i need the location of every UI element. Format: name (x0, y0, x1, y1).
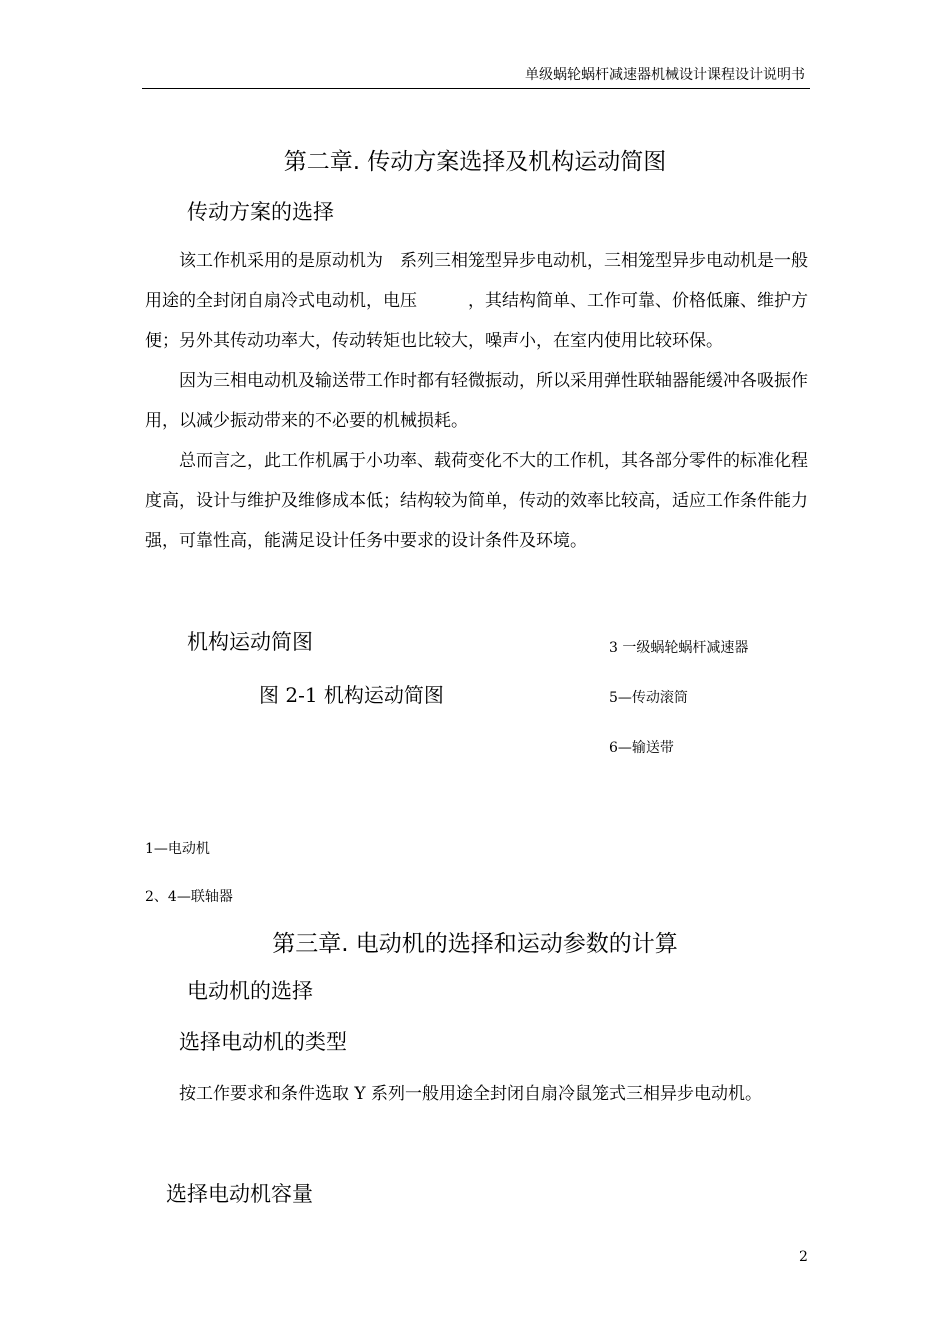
paragraph-motor-description: 该工作机采用的是原动机为 系列三相笼型异步电动机，三相笼型异步电动机是一般用途的全封闭自扇冷式电动机，电压 ，其结构简单、工作可靠、价格低廉、维护方便；另外其传动功率大，传动转矩也比较大，噪声小，在室内使用比较环保。 (145, 251, 808, 351)
paragraph-summary: 总而言之，此工作机属于小功率、载荷变化不大的工作机，其各部分零件的标准化程度高，设计与维护及维修成本低；结构较为简单，传动的效率比较高，适应工作条件能力强，可靠性高，能满足设计任务中要求的设计条件及环境。 (145, 451, 808, 551)
running-header: 单级蜗轮蜗杆减速器机械设计课程设计说明书 (525, 67, 805, 83)
paragraph-coupling-reason: 因为三相电动机及输送带工作时都有轻微振动，所以采用弹性联轴器能缓冲各吸振作用，以减少振动带来的不必要的机械损耗。 (145, 371, 808, 431)
figure-label-drum: 5—传动滚筒 (609, 690, 688, 706)
figure-label-couplings: 2、4—联轴器 (145, 889, 233, 905)
section-motor-selection-title: 电动机的选择 (187, 979, 313, 1003)
figure-label-belt: 6—输送带 (609, 740, 674, 756)
chapter-3-title: 第三章. 电动机的选择和运动参数的计算 (272, 931, 678, 957)
figure-label-motor: 1—电动机 (145, 841, 210, 857)
header-divider (142, 88, 810, 89)
chapter-2-body (145, 241, 810, 561)
figure-label-reducer: 3 一级蜗轮蜗杆减速器 (609, 640, 749, 656)
page-number: 2 (799, 1249, 808, 1265)
subsection-motor-type-title: 选择电动机的类型 (179, 1030, 347, 1054)
section-mechanism-diagram-title: 机构运动简图 (187, 630, 313, 654)
chapter-2-title: 第二章. 传动方案选择及机构运动简图 (283, 149, 667, 175)
paragraph-motor-type: 按工作要求和条件选取 Y 系列一般用途全封闭自扇冷鼠笼式三相异步电动机。 (179, 1084, 763, 1104)
subsection-motor-capacity-title: 选择电动机容量 (166, 1182, 313, 1206)
section-scheme-selection-title: 传动方案的选择 (187, 200, 334, 224)
figure-caption: 图 2-1 机构运动简图 (259, 683, 444, 707)
chapter-3-body (145, 1074, 810, 1114)
